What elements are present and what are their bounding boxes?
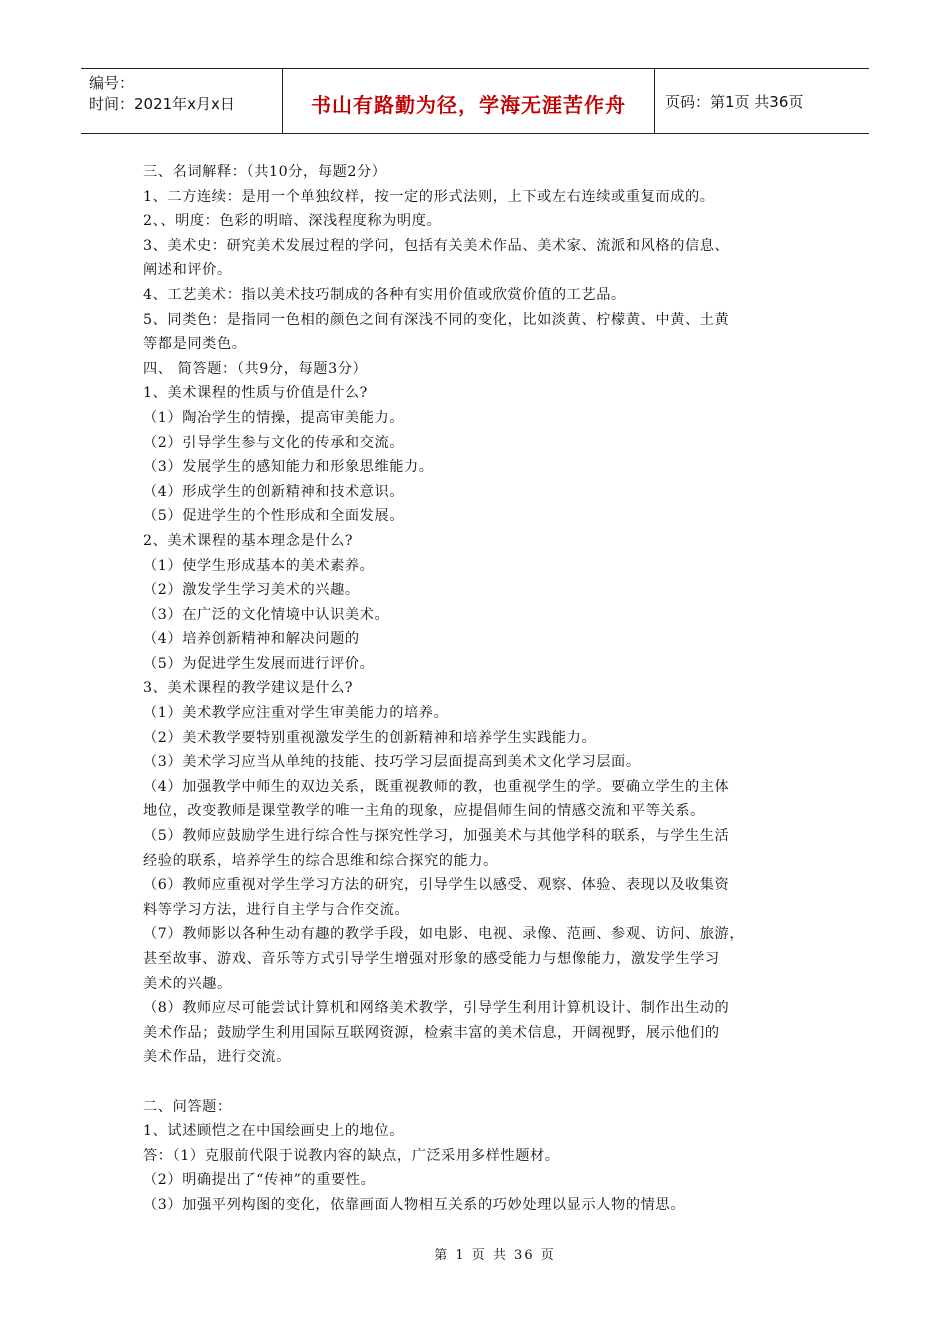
- text-line: （5）为促进学生发展而进行评价。: [143, 655, 375, 672]
- text-line: （3）发展学生的感知能力和形象思维能力。: [143, 459, 434, 476]
- blank-line: [143, 1070, 813, 1095]
- text-line: 阐述和评价。: [143, 262, 232, 279]
- header-motto: 书山有路勤为径，学海无涯苦作舟: [283, 69, 655, 133]
- text-line: 2、、明度：色彩的明暗、深浅程度称为明度。: [143, 213, 442, 230]
- text-line: 1、美术课程的性质与价值是什么?: [143, 385, 368, 402]
- text-line: 4、工艺美术：指以美术技巧制成的各种有实用价值或欣赏价值的工艺品。: [143, 286, 626, 303]
- header-page-info: 页码：第1页 共36页: [665, 92, 804, 111]
- text-line: （1）使学生形成基本的美术素养。: [143, 557, 375, 574]
- text-line: （1）美术教学应注重对学生审美能力的培养。: [143, 705, 449, 722]
- text-line: 四、 简答题：（共9分，每题3分）: [143, 360, 368, 377]
- text-line: 答：（1）克服前代限于说教内容的缺点，广泛采用多样性题材。: [143, 1147, 560, 1164]
- text-line: （2）美术教学要特别重视激发学生的创新精神和培养学生实践能力。: [143, 729, 597, 746]
- text-line: （4）加强教学中师生的双边关系，既重视教师的教，也重视学生的学。要确立学生的主体: [143, 778, 730, 795]
- page-footer: 第 1 页 共 36 页: [434, 1248, 556, 1263]
- text-line: 料等学习方法，进行自主学与合作交流。: [143, 901, 410, 918]
- text-line: 美术的兴趣。: [143, 975, 232, 992]
- text-line: （4）形成学生的创新精神和技术意识。: [143, 483, 405, 500]
- text-line: 美术作品；鼓励学生利用国际互联网资源，检索丰富的美术信息，开阔视野，展示他们的: [143, 1024, 720, 1041]
- text-line: （2）明确提出了“传神”的重要性。: [143, 1172, 376, 1189]
- text-line: 地位，改变教师是课堂教学的唯一主角的现象，应提倡师生间的情感交流和平等关系。: [143, 803, 705, 820]
- text-line: （1）陶冶学生的情操，提高审美能力。: [143, 409, 405, 426]
- document-date: 时间：2021年x月x日: [89, 95, 235, 113]
- text-line: （5）促进学生的个性形成和全面发展。: [143, 508, 405, 525]
- text-line: 1、试述顾恺之在中国绘画史上的地位。: [143, 1123, 405, 1140]
- text-line: （3）加强平列构图的变化，依靠画面人物相互关系的巧妙处理以显示人物的情思。: [143, 1196, 685, 1213]
- text-line: 美术作品，进行交流。: [143, 1049, 291, 1066]
- text-line: 三、名词解释：（共10分，每题2分）: [143, 164, 387, 180]
- text-line: （3）在广泛的文化情境中认识美术。: [143, 606, 390, 623]
- page-header: [81, 68, 869, 134]
- document-body: [143, 160, 813, 1218]
- document-number-label: 编号：: [89, 74, 135, 92]
- text-line: 1、二方连续：是用一个单独纹样，按一定的形式法则，上下或左右连续或重复而成的。: [143, 188, 715, 205]
- text-line: （2）激发学生学习美术的兴趣。: [143, 582, 360, 599]
- text-line: 3、美术课程的教学建议是什么?: [143, 680, 354, 697]
- text-line: 等都是同类色。: [143, 336, 247, 353]
- text-line: 经验的联系，培养学生的综合思维和综合探究的能力。: [143, 852, 498, 869]
- text-line: （6）教师应重视对学生学习方法的研究，引导学生以感受、观察、体验、表现以及收集资: [143, 877, 730, 894]
- text-line: 二、问答题：: [143, 1098, 232, 1115]
- text-line: 甚至故事、游戏、音乐等方式引导学生增强对形象的感受能力与想像能力，激发学生学习: [143, 951, 720, 967]
- text-line: 3、美术史：研究美术发展过程的学问，包括有关美术作品、美术家、流派和风格的信息、: [143, 237, 730, 254]
- text-line: （2）引导学生参与文化的传承和交流。: [143, 434, 405, 451]
- text-line: （5）教师应鼓励学生进行综合性与探究性学习，加强美术与其他学科的联系，与学生生活: [143, 828, 730, 845]
- text-line: 2、美术课程的基本理念是什么?: [143, 532, 354, 549]
- text-line: （7）教师影以各种生动有趣的教学手段，如电影、电视、录像、范画、参观、访问、旅游，: [143, 926, 745, 943]
- text-line: （8）教师应尽可能尝试计算机和网络美术教学，引导学生利用计算机设计、制作出生动的: [143, 1000, 730, 1017]
- header-meta: [81, 69, 283, 133]
- text-line: 5、同类色：是指同一色相的颜色之间有深浅不同的变化，比如淡黄、柠檬黄、中黄、土黄: [143, 311, 730, 328]
- text-line: （3）美术学习应当从单纯的技能、技巧学习层面提高到美术文化学习层面。: [143, 754, 641, 771]
- text-line: （4）培养创新精神和解决问题的: [143, 631, 360, 648]
